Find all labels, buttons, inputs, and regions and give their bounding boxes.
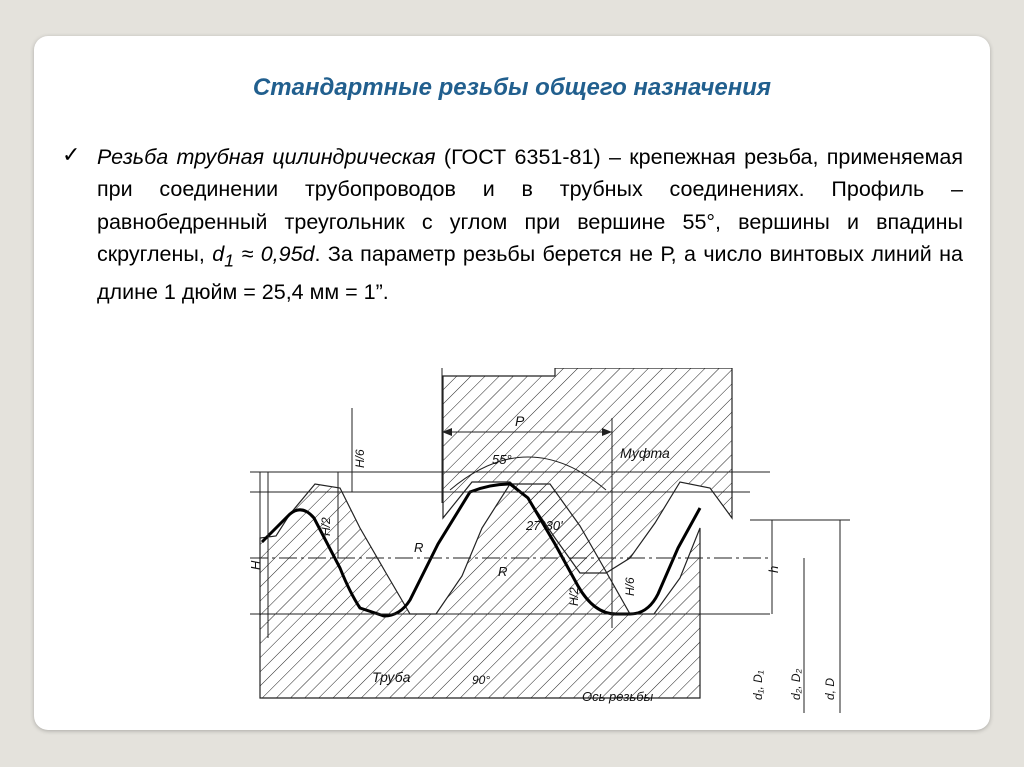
- label-axis: Ось резьбы: [582, 689, 654, 704]
- label-pitch: P: [515, 413, 525, 429]
- slide: [34, 36, 990, 730]
- slide-title: Стандартные резьбы общего назначения: [252, 74, 772, 101]
- label-angle-55: 55°: [492, 452, 512, 467]
- body-paragraph: [97, 141, 963, 309]
- label-h-over-2-left: H/2: [319, 517, 333, 536]
- label-pipe: Труба: [372, 669, 411, 685]
- label-h-small: h: [766, 565, 781, 573]
- label-d1: d₁, D₁: [751, 670, 765, 700]
- label-coupling: Муфта: [620, 445, 670, 461]
- label-radius-2: R: [498, 564, 508, 579]
- thread-description: (ГОСТ 6351-81) – крепежная резьба, применяемая при соединении трубопроводов и в трубных соединениях. Профиль – равнобедренный треугольник с углом при вершине 55°, вершины и впадины скруглены,: [97, 145, 963, 266]
- formula-d: d: [212, 241, 225, 266]
- label-h-over-2-mid: H/2: [567, 587, 581, 606]
- label-h-over-6-top: H/6: [353, 449, 367, 468]
- label-h-over-6-mid: H/6: [623, 577, 637, 596]
- formula-rest: ≈ 0,95d: [234, 241, 315, 266]
- thread-note: . За параметр резьбы берется не Р, а число винтовых линий на длине 1 дюйм = 25,4 мм = 1”.: [97, 241, 963, 305]
- label-d: d, D: [823, 677, 837, 700]
- label-h-full: H: [248, 560, 263, 570]
- label-angle-half: 27°30': [526, 518, 563, 533]
- checkmark-icon: ✓: [62, 142, 81, 167]
- formula-sub: 1: [224, 250, 235, 271]
- thread-profile-diagram: [210, 368, 850, 713]
- label-right-angle: 90°: [472, 673, 491, 687]
- thread-term: Резьба трубная цилиндрическая: [97, 145, 436, 169]
- label-radius-1: R: [414, 540, 424, 555]
- label-d2: d₂, D₂: [789, 668, 803, 700]
